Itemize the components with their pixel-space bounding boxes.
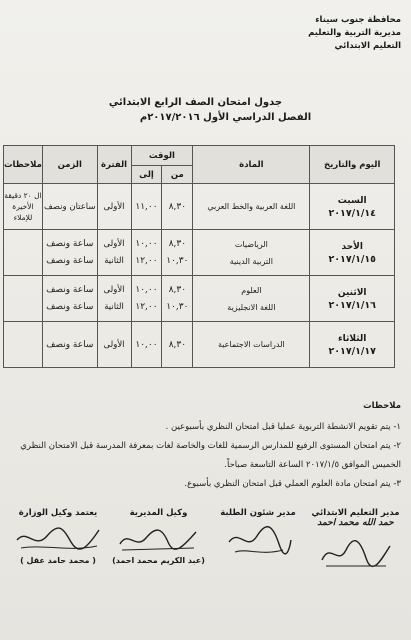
duration-cell bbox=[42, 230, 97, 276]
day-date-cell bbox=[310, 230, 395, 276]
subject-cell bbox=[193, 276, 310, 322]
exam-date: ٢٠١٧/١/١٤ bbox=[328, 208, 376, 219]
period-cell: الأولى bbox=[97, 184, 131, 230]
governorate-line: محافظة جنوب سيناء bbox=[315, 15, 401, 25]
signatory-name: ( محمد حامد عقل ) bbox=[20, 556, 96, 565]
time-from-cell: ٨,٣٠ bbox=[162, 184, 193, 230]
signature-scribble-icon bbox=[116, 522, 201, 556]
day-name: الثلاثاء bbox=[338, 334, 367, 344]
signatory-name: (عبد الكريم محمد احمد) bbox=[112, 556, 205, 565]
table-row bbox=[4, 184, 395, 230]
from-first: ٨,٣٠ bbox=[168, 238, 187, 249]
note-cell: ال ٢٠ دقيقة الأخيرة للإملاء bbox=[4, 184, 43, 230]
header-notes: ملاحظات bbox=[4, 146, 43, 184]
header-time: الوقت bbox=[131, 146, 193, 166]
exam-date: ٢٠١٧/١/١٦ bbox=[328, 300, 376, 311]
department-line: التعليم الابتدائي bbox=[334, 41, 401, 51]
duration-second: ساعة ونصف bbox=[46, 255, 94, 266]
title-line-1: جدول امتحان الصف الرابع الابتدائي bbox=[108, 97, 283, 108]
duration-second: ساعة ونصف bbox=[46, 301, 94, 312]
signature-scribble-icon bbox=[316, 532, 396, 572]
duration-first: ساعة ونصف bbox=[46, 284, 94, 295]
time-to-cell bbox=[131, 230, 162, 276]
header-subject: المادة bbox=[193, 146, 310, 184]
subject-cell: اللغة العربية والخط العربي bbox=[193, 184, 310, 230]
time-to-cell: ١٠,٠٠ bbox=[131, 322, 162, 368]
deputy-directorate-signature bbox=[111, 508, 206, 565]
signature-scribble-icon bbox=[221, 522, 296, 562]
note-item: ١- يتم تقويم الانشطة التربوية عمليا قبل امتحان النظري بأسبوعين . bbox=[165, 422, 401, 432]
duration-cell: ساعة ونصف bbox=[42, 322, 97, 368]
subject-second: اللغة الانجليزية bbox=[227, 302, 276, 312]
period-cell bbox=[97, 230, 131, 276]
header-period: الفترة bbox=[97, 146, 131, 184]
signature-title: وكيل المديرية bbox=[129, 508, 188, 518]
from-second: ١٠,٣٠ bbox=[166, 301, 189, 312]
note-item: ٣- يتم امتحان مادة العلوم العملي قبل امتحان النظري بأسبوع. bbox=[184, 479, 401, 489]
to-second: ١٢,٠٠ bbox=[135, 255, 158, 266]
signature-title: مدير التعليم الابتدائي bbox=[311, 508, 400, 518]
period-first: الأولى bbox=[103, 284, 125, 295]
exam-schedule-table bbox=[3, 145, 395, 368]
document-title bbox=[0, 95, 411, 125]
exam-date: ٢٠١٧/١/١٧ bbox=[328, 346, 376, 357]
duration-first: ساعة ونصف bbox=[46, 238, 94, 249]
student-affairs-signature bbox=[213, 508, 303, 562]
period-second: الثانية bbox=[104, 301, 124, 312]
day-date-cell bbox=[310, 276, 395, 322]
time-from-cell bbox=[162, 276, 193, 322]
time-from-cell: ٨,٣٠ bbox=[162, 322, 193, 368]
table-row bbox=[4, 230, 395, 276]
signature-scribble-icon bbox=[13, 522, 103, 556]
period-cell: الأولى bbox=[97, 322, 131, 368]
header-to: إلى bbox=[131, 166, 162, 184]
to-second: ١٢,٠٠ bbox=[135, 301, 158, 312]
subject-second: التربية الدينية bbox=[229, 256, 273, 266]
day-name: الاثنين bbox=[337, 288, 367, 298]
subject-first: العلوم bbox=[241, 285, 262, 295]
primary-director-signature bbox=[308, 508, 403, 572]
note-item: ٢- يتم امتحان المستوى الرفيع للمدارس الرسمية للغات والخاصة لغات بمعرفة المدرسة قبل الامتحان النظري الخميس الموافق ٢٠١٧/١/٥ الساعة التاسعة صباحاً. bbox=[20, 441, 401, 470]
day-date-cell bbox=[310, 322, 395, 368]
signatures-block bbox=[0, 508, 411, 618]
subject-first: الرياضيات bbox=[234, 239, 268, 249]
time-to-cell bbox=[131, 276, 162, 322]
note-cell bbox=[4, 322, 43, 368]
handwritten-name: حمد الله محمد احمد bbox=[317, 518, 394, 528]
to-first: ١٠,٠٠ bbox=[135, 238, 158, 249]
day-name: الأحد bbox=[341, 242, 363, 252]
signature-title: يعتمد وكيل الوزارة bbox=[18, 508, 98, 518]
header-duration: الزمن bbox=[42, 146, 97, 184]
title-line-2: الفصل الدراسي الأول ٢٠١٧/٢٠١٦م bbox=[139, 112, 312, 123]
period-first: الأولى bbox=[103, 238, 125, 249]
subject-cell bbox=[193, 230, 310, 276]
to-first: ١٠,٠٠ bbox=[135, 284, 158, 295]
ministry-deputy-signature bbox=[8, 508, 108, 565]
time-from-cell bbox=[162, 230, 193, 276]
day-name: السبت bbox=[337, 196, 367, 206]
notes-section bbox=[14, 397, 401, 494]
notes-heading: ملاحظات bbox=[363, 401, 401, 411]
subject-cell: الدراسات الاجتماعية bbox=[193, 322, 310, 368]
duration-cell bbox=[42, 276, 97, 322]
header-from: من bbox=[162, 166, 193, 184]
duration-cell: ساعتان ونصف bbox=[42, 184, 97, 230]
directorate-line: مديرية التربية والتعليم bbox=[308, 28, 401, 38]
day-date-cell bbox=[310, 184, 395, 230]
table-row bbox=[4, 322, 395, 368]
note-cell bbox=[4, 230, 43, 276]
table-row bbox=[4, 276, 395, 322]
period-cell bbox=[97, 276, 131, 322]
note-cell bbox=[4, 276, 43, 322]
from-first: ٨,٣٠ bbox=[168, 284, 187, 295]
signature-title: مدير شئون الطلبة bbox=[220, 508, 296, 518]
from-second: ١٠,٣٠ bbox=[166, 255, 189, 266]
time-to-cell: ١١,٠٠ bbox=[131, 184, 162, 230]
authority-header bbox=[291, 14, 401, 53]
period-second: الثانية bbox=[104, 255, 124, 266]
exam-date: ٢٠١٧/١/١٥ bbox=[328, 254, 376, 265]
header-day-date: اليوم والتاريخ bbox=[310, 146, 395, 184]
